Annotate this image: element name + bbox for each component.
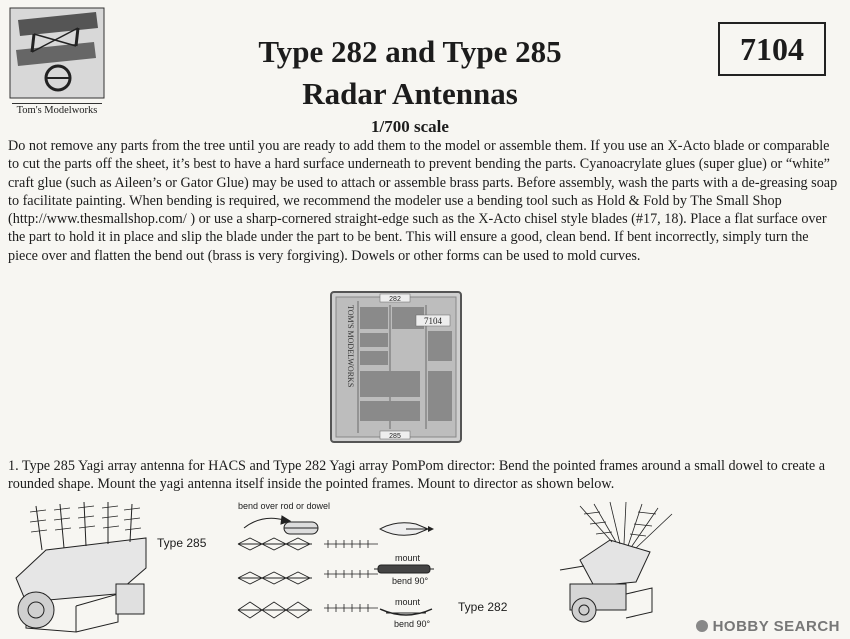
bend-detail-icon — [376, 518, 436, 540]
logo-text: Tom's Modelworks — [12, 103, 102, 116]
hobbysearch-watermark — [696, 618, 840, 635]
type285-label: Type 285 — [157, 536, 207, 550]
biplane-logo-icon — [8, 6, 106, 118]
photo-etch-fret-image — [330, 291, 462, 443]
mount-part-2-icon — [376, 607, 436, 619]
antenna-parts-drawing — [232, 510, 382, 634]
mount-label-1: mount — [395, 553, 421, 563]
bend-over-rod-note: bend over rod or dowel — [238, 501, 331, 511]
fret-label-bottom: 285 — [389, 433, 401, 440]
step-1-instruction: 1. Type 285 Yagi array antenna for HACS and Type 282 Yagi array PomPom director: Bend the pointed frames around a small dowel to create a rounded shape. Mount the yagi antenna itself inside the pointed frames. Mount to director as shown below. — [8, 458, 826, 493]
fret-label-side: TOM'S MODELWORKS — [346, 305, 355, 388]
part-number-box: 7104 — [718, 22, 826, 76]
fret-label-number: 7104 — [424, 316, 442, 326]
tomsmodelworks-logo — [8, 6, 106, 118]
watermark-logo-icon — [696, 620, 708, 632]
mount-part-1-icon — [372, 562, 436, 576]
intro-paragraph: Do not remove any parts from the tree until you are ready to add them to the model or assemble them. If you use an X-Acto blade or comparable to cut the parts off the sheet, it’s best to have a hard surface underneath to prevent bending the parts. Cyanoacrylate glues (super glue) or “white” craft glue (such as Aileen’s or Gator Glue) may be used to attach or assemble brass parts. Before assembly, wash the parts with a de-greasing soap to facilitate painting. When bending is required, we recommend the modeler use a bending tool such as Hold & Fold by The Small Shop (http://www.thesmallshop.com/ ) or use a sharp-cornered straight-edge such as the X-Acto chisel style blades (#17, 18). Place a flat surface over the part to hold it in place and slip the blade under the part to be bent. This will ensure a good, clean bend. If bent incorrectly, simply turn the piece over and flatten the bend out (brass is very forgiving). Dowels or other forms can be used to mold curves. — [8, 138, 838, 264]
title-line-2: Radar Antennas — [302, 76, 518, 111]
bend-90-label-2: bend 90° — [394, 619, 431, 629]
type282-label: Type 282 — [458, 600, 508, 614]
type285-director-drawing — [6, 498, 154, 638]
watermark-text: HOBBY SEARCH — [712, 618, 840, 635]
mount-label-2: mount — [395, 597, 421, 607]
scale-label: 1/700 scale — [371, 117, 449, 136]
fret-label-top: 282 — [389, 296, 401, 303]
bend-90-label-1: bend 90° — [392, 576, 429, 586]
type282-director-drawing — [540, 500, 680, 630]
title-line-1: Type 282 and Type 285 — [258, 34, 562, 69]
